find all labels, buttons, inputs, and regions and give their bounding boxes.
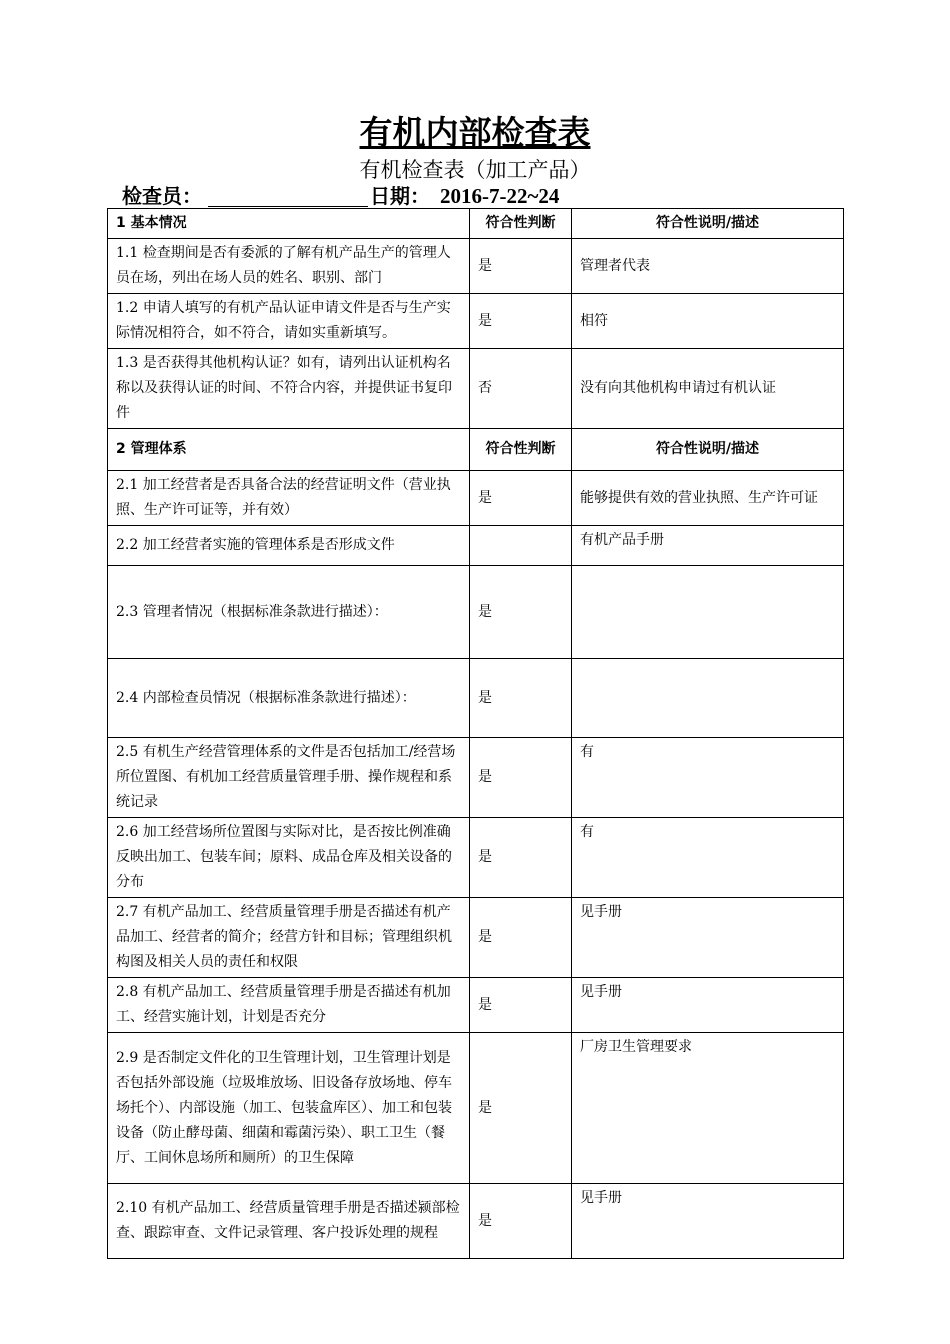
check-item: 1.1 检查期间是否有委派的了解有机产品生产的管理人员在场，列出在场人员的姓名、职别、部门 xyxy=(108,239,470,294)
check-judgement: 是 xyxy=(470,659,572,738)
check-judgement: 是 xyxy=(470,471,572,526)
check-description: 能够提供有效的营业执照、生产许可证 xyxy=(572,471,844,526)
check-item: 2.3 管理者情况（根据标准条款进行描述）： xyxy=(108,566,470,659)
check-description: 没有向其他机构申请过有机认证 xyxy=(572,349,844,429)
check-description xyxy=(572,659,844,738)
table-row xyxy=(108,294,844,349)
check-judgement: 是 xyxy=(470,566,572,659)
check-item: 2.5 有机生产经营管理体系的文件是否包括加工/经营场所位置图、有机加工经营质量管理手册、操作规程和系统记录 xyxy=(108,738,470,818)
check-judgement: 是 xyxy=(470,978,572,1033)
check-description: 见手册 xyxy=(572,1184,844,1259)
check-item: 2.1 加工经营者是否具备合法的经营证明文件（营业执照、生产许可证等，并有效） xyxy=(108,471,470,526)
check-description: 相符 xyxy=(572,294,844,349)
check-item: 1.2 申请人填写的有机产品认证申请文件是否与生产实际情况相符合，如不符合，请如实重新填写。 xyxy=(108,294,470,349)
date-label: 日期： xyxy=(370,184,430,208)
table-row xyxy=(108,978,844,1033)
section-header-row xyxy=(108,429,844,471)
check-judgement xyxy=(470,526,572,566)
check-judgement: 是 xyxy=(470,738,572,818)
check-item: 2.10 有机产品加工、经营质量管理手册是否描述颍部检查、跟踪审查、文件记录管理、客户投诉处理的规程 xyxy=(108,1184,470,1259)
table-row xyxy=(108,659,844,738)
table-row xyxy=(108,239,844,294)
check-judgement: 否 xyxy=(470,349,572,429)
check-description: 管理者代表 xyxy=(572,239,844,294)
table-row xyxy=(108,349,844,429)
column-header-description: 符合性说明/描述 xyxy=(572,209,844,239)
checklist-table xyxy=(107,208,844,1259)
table-row xyxy=(108,818,844,898)
table-row xyxy=(108,526,844,566)
date-value: 2016-7-22~24 xyxy=(440,184,560,208)
column-header-judgement: 符合性判断 xyxy=(470,429,572,471)
check-description: 有 xyxy=(572,818,844,898)
column-header-judgement: 符合性判断 xyxy=(470,209,572,239)
check-item: 2.9 是否制定文件化的卫生管理计划，卫生管理计划是否包括外部设施（垃圾堆放场、旧设备存放场地、停车场托个）、内部设施（加工、包装盒库区）、加工和包装设备（防止酵母菌、细菌和霉菌污染）、职工卫生（餐厅、工间休息场所和厕所）的卫生保障 xyxy=(108,1033,470,1184)
check-description: 厂房卫生管理要求 xyxy=(572,1033,844,1184)
document-subtitle: 有机检查表（加工产品） xyxy=(359,158,591,182)
check-description xyxy=(572,566,844,659)
check-description: 有 xyxy=(572,738,844,818)
column-header-description: 符合性说明/描述 xyxy=(572,429,844,471)
check-description: 见手册 xyxy=(572,978,844,1033)
table-row xyxy=(108,566,844,659)
section-title: 1 基本情况 xyxy=(108,209,470,239)
check-judgement: 是 xyxy=(470,1033,572,1184)
inspection-meta xyxy=(122,182,822,210)
inspector-signature-line xyxy=(208,206,368,207)
check-item: 2.7 有机产品加工、经营质量管理手册是否描述有机产品加工、经营者的简介；经营方针和目标；管理组织机构图及相关人员的责任和权限 xyxy=(108,898,470,978)
check-description: 有机产品手册 xyxy=(572,526,844,566)
section-header-row xyxy=(108,209,844,239)
check-description: 见手册 xyxy=(572,898,844,978)
section-title: 2 管理体系 xyxy=(108,429,470,471)
check-item: 1.3 是否获得其他机构认证？如有，请列出认证机构名称以及获得认证的时间、不符合内容，并提供证书复印件 xyxy=(108,349,470,429)
check-item: 2.2 加工经营者实施的管理体系是否形成文件 xyxy=(108,526,470,566)
table-row xyxy=(108,471,844,526)
document-title: 有机内部检查表 xyxy=(359,113,591,152)
check-judgement: 是 xyxy=(470,1184,572,1259)
inspector-label: 检查员： xyxy=(122,184,202,208)
table-row xyxy=(108,1033,844,1184)
check-judgement: 是 xyxy=(470,818,572,898)
table-row xyxy=(108,898,844,978)
check-judgement: 是 xyxy=(470,239,572,294)
check-item: 2.8 有机产品加工、经营质量管理手册是否描述有机加工、经营实施计划，计划是否充分 xyxy=(108,978,470,1033)
check-item: 2.6 加工经营场所位置图与实际对比，是否按比例准确反映出加工、包装车间；原料、成品仓库及相关设备的分布 xyxy=(108,818,470,898)
check-judgement: 是 xyxy=(470,898,572,978)
table-row xyxy=(108,1184,844,1259)
table-row xyxy=(108,738,844,818)
check-judgement: 是 xyxy=(470,294,572,349)
check-item: 2.4 内部检查员情况（根据标准条款进行描述）： xyxy=(108,659,470,738)
